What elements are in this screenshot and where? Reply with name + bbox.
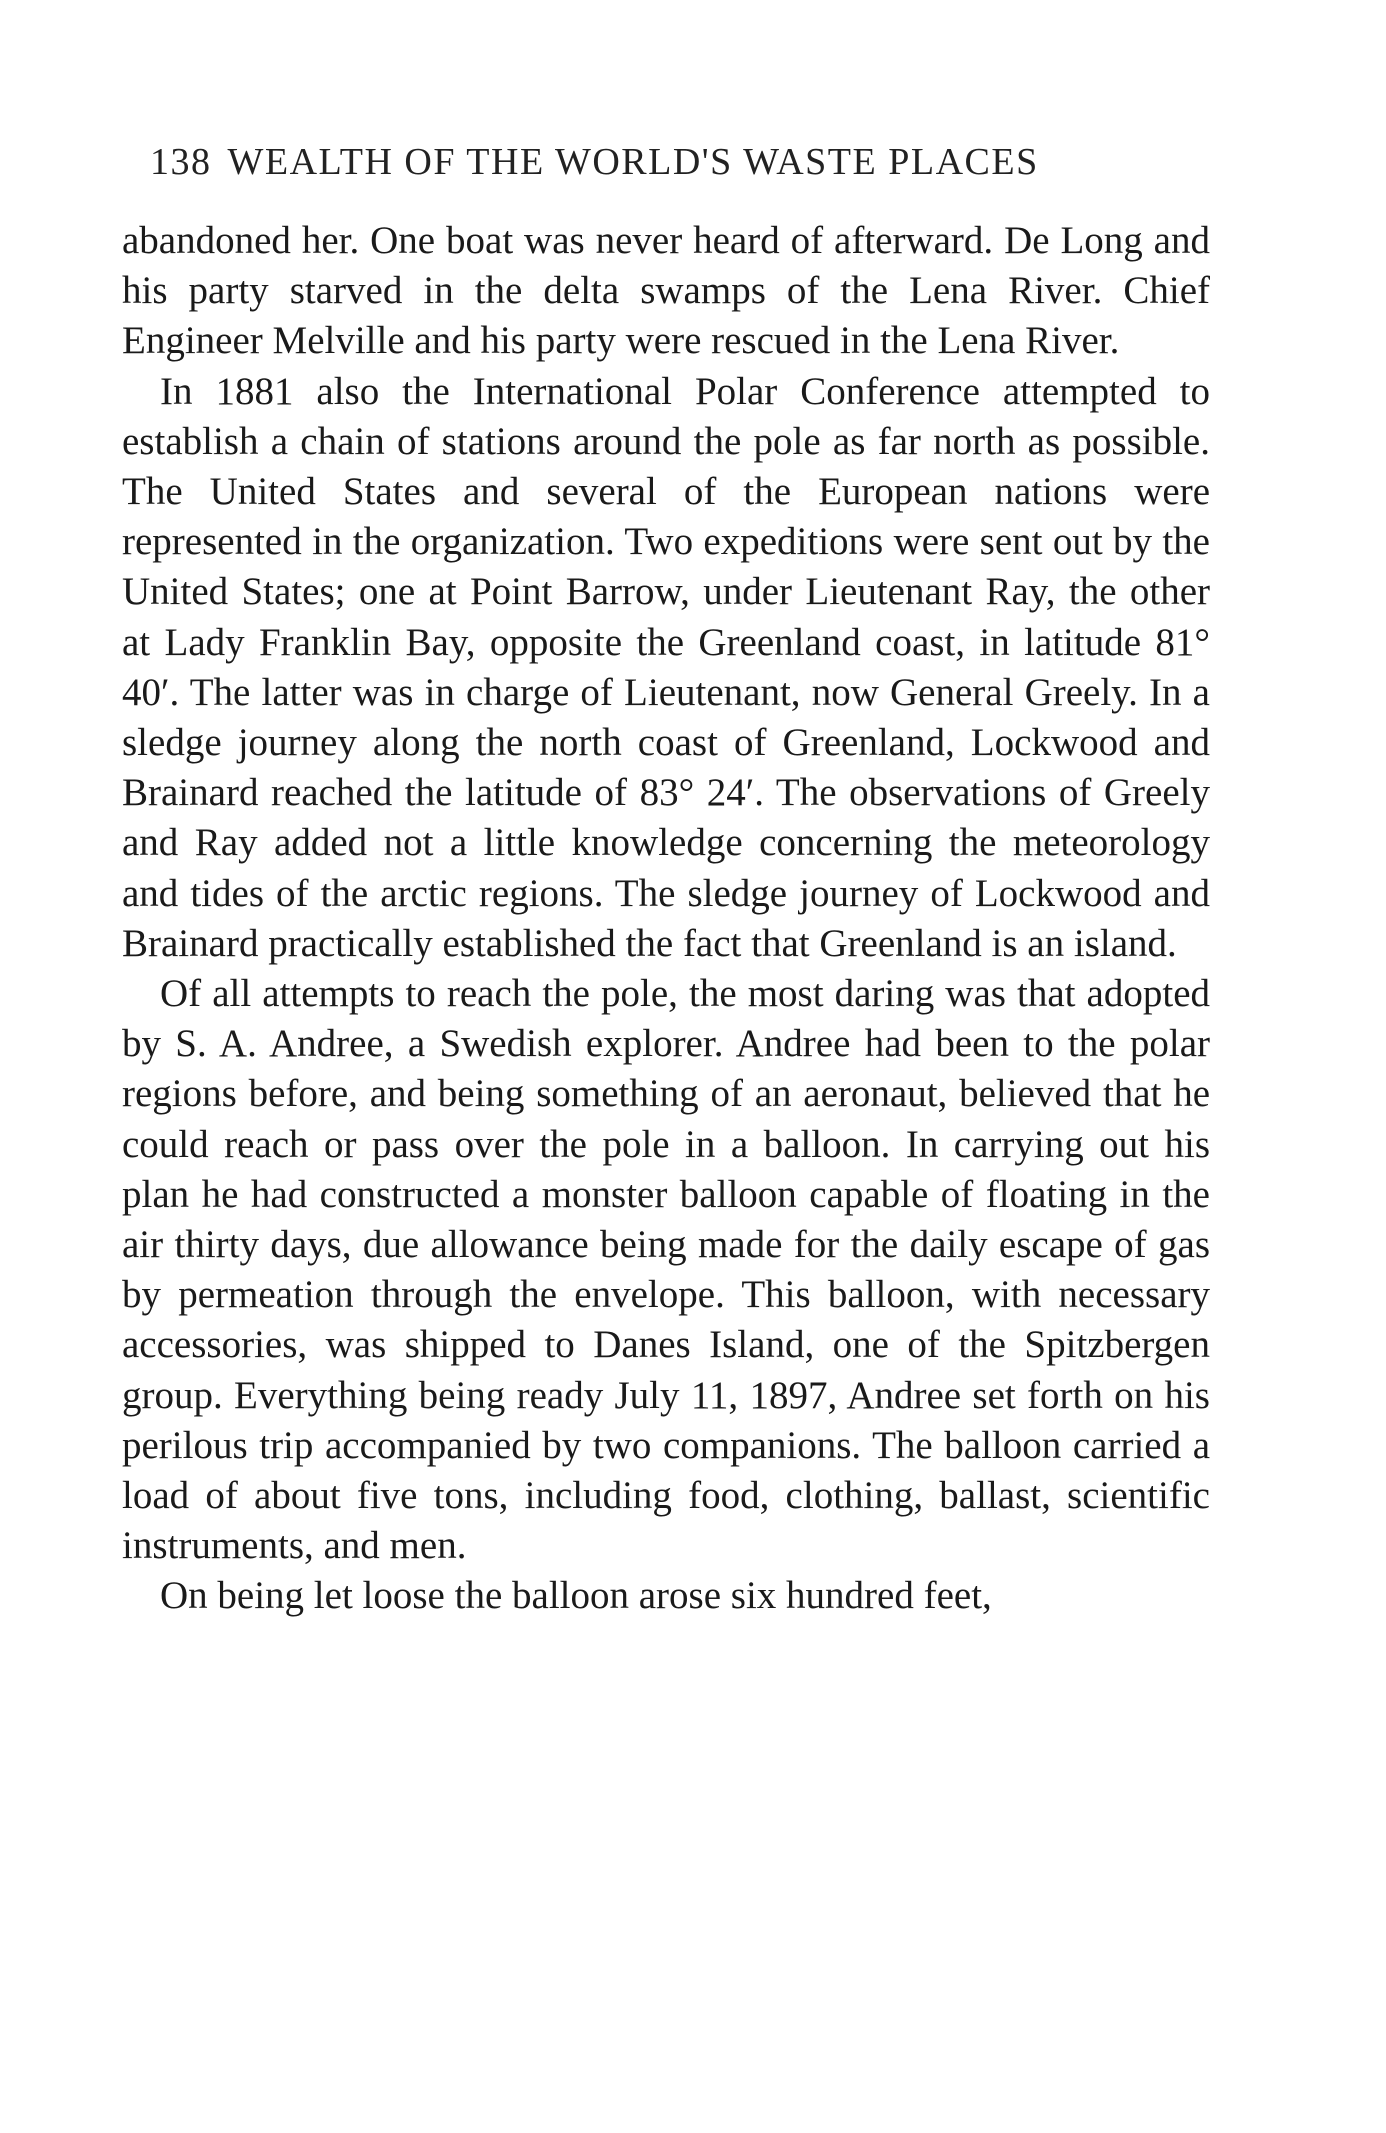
body-text <box>122 216 1210 1622</box>
running-title: WEALTH OF THE WORLD'S WASTE PLACES <box>227 141 1039 183</box>
page-number: 138 <box>150 141 212 183</box>
paragraph-balloon-launch: On being let loose the balloon arose six hundred feet, <box>160 1574 992 1618</box>
paragraph-polar-conference: In 1881 also the International Polar Conference attempted to establish a chain of stations around the pole as far north as possible. The United States and several of the European nations were represented in the organization. Two expeditions were sent out by the United States; one at Point Barrow, under Lieutenant Ray, the other at Lady Franklin Bay, opposite the Greenland coast, in latitude 81° 40′. The latter was in charge of Lieutenant, now General Greely. In a sledge journey along the north coast of Greenland, Lockwood and Brainard reached the latitude of 83° 24′. The observations of Greely and Ray added not a little knowledge concerning the meteorology and tides of the arctic regions. The sledge journey of Lockwood and Brainard practically established the fact that Greenland is an island. <box>122 369 1210 965</box>
paragraph-continuation: abandoned her. One boat was never heard of afterward. De Long and his party starved in the delta swamps of the Lena River. Chief Engineer Melville and his party were rescued in the Lena River. <box>122 219 1210 363</box>
running-header <box>150 140 1210 184</box>
paragraph-andree: Of all attempts to reach the pole, the most daring was that adopted by S. A. Andree, a Swedish explorer. Andree had been to the polar regions before, and being something of an aeronaut, believed that he could reach or pass over the pole in a balloon. In carrying out his plan he had constructed a monster balloon capable of floating in the air thirty days, due allowance being made for the daily escape of gas by permeation through the envelope. This balloon, with necessary accessories, was shipped to Danes Island, one of the Spitzbergen group. Everything being ready July 11, 1897, Andree set forth on his perilous trip accompanied by two companions. The balloon carried a load of about five tons, including food, clothing, ballast, scientific instruments, and men. <box>122 972 1210 1568</box>
